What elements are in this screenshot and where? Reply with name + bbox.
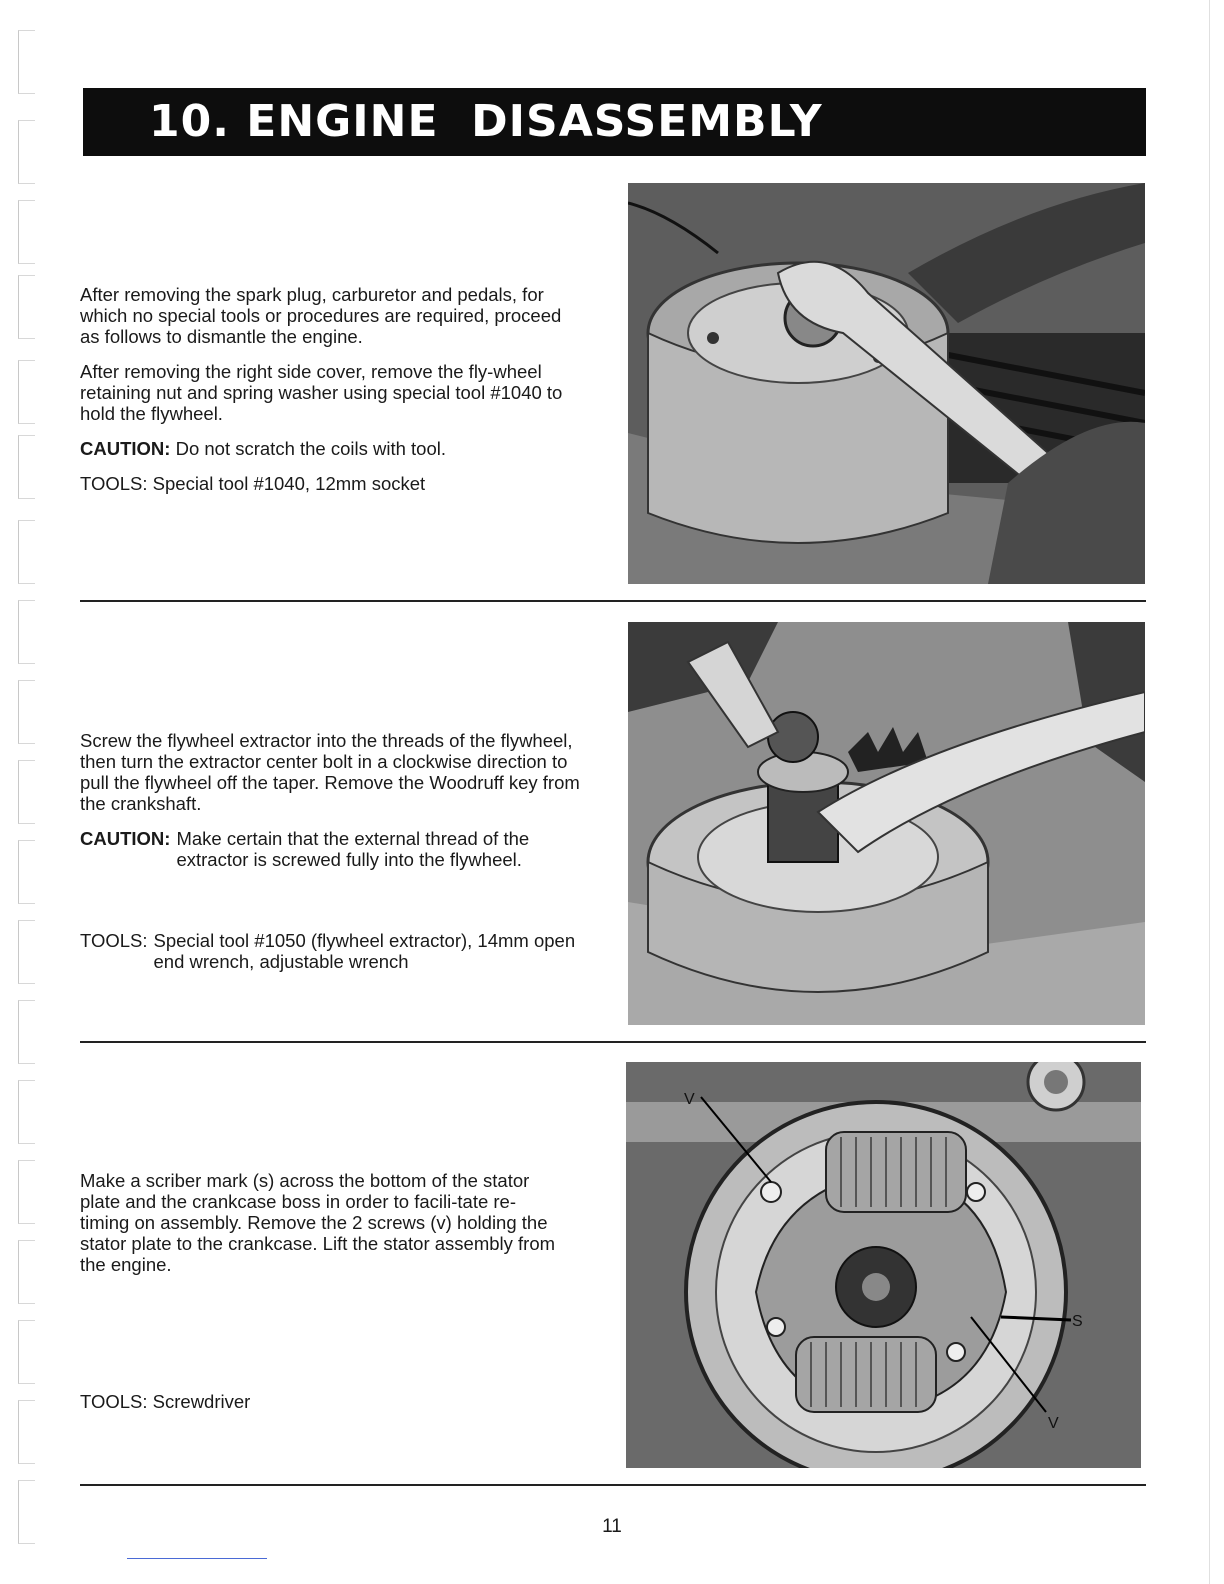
paragraph: After removing the right side cover, remove the fly-wheel retaining nut and spring washer using special tool #1040 to hold the flywheel. [80,361,563,424]
section-divider [80,600,1146,602]
step-text [80,1170,560,1426]
tools-note [80,473,580,494]
tools-text: Special tool #1050 (flywheel extractor), 14mm open end wrench, adjustable wrench [153,930,576,972]
tools-text: Special tool #1040, 12mm socket [152,473,426,494]
section-divider [80,1041,1146,1043]
step-text [80,284,580,508]
section-title-bar: 10. ENGINE DISASSEMBLY [83,88,1146,156]
callout-v-top: V [684,1091,695,1108]
tools-label: TOOLS: [80,1391,148,1412]
caution-label: CAUTION: [80,438,171,459]
flywheel-extractor-photo [628,622,1145,1025]
step-text [80,730,580,972]
paragraph: After removing the spark plug, carburetor and pedals, for which no special tools or procedures are required, proceed as follows to dismantle the engine. [80,284,562,347]
bottom-edge-line [127,1558,267,1559]
tools-label: TOOLS: [80,930,148,951]
tools-note [80,930,580,972]
section-divider [80,1484,1146,1486]
caution-label: CAUTION: [80,828,171,849]
binder-hole-marks [18,30,42,1530]
caution-note [80,438,580,459]
caution-text: Do not scratch the coils with tool. [175,438,447,459]
paragraph: Make a scriber mark (s) across the bottom of the stator plate and the crankcase boss in order to facili-tate re-timing on assembly. Remove the 2 screws (v) holding the stator plate to the crankcase. Lift the stator assembly from the engine. [80,1170,556,1275]
tools-note [80,1391,560,1412]
callout-v-bottom: V [1048,1415,1059,1432]
page-edge-line [1209,0,1210,1584]
caution-note [80,828,580,870]
flywheel-nut-photo [628,183,1145,584]
tools-text: Screwdriver [152,1391,251,1412]
tools-label: TOOLS: [80,473,148,494]
paragraph: Screw the flywheel extractor into the threads of the flywheel, then turn the extractor center bolt in a clockwise direction to pull the flywheel off the taper. Remove the Woodruff key from the crankshaft. [80,730,580,814]
callout-s: S [1072,1313,1083,1330]
stator-photo [626,1062,1141,1468]
caution-text: Make certain that the external thread of the extractor is screwed fully into the flywheel. [176,828,530,870]
page-number: 11 [602,1516,622,1537]
